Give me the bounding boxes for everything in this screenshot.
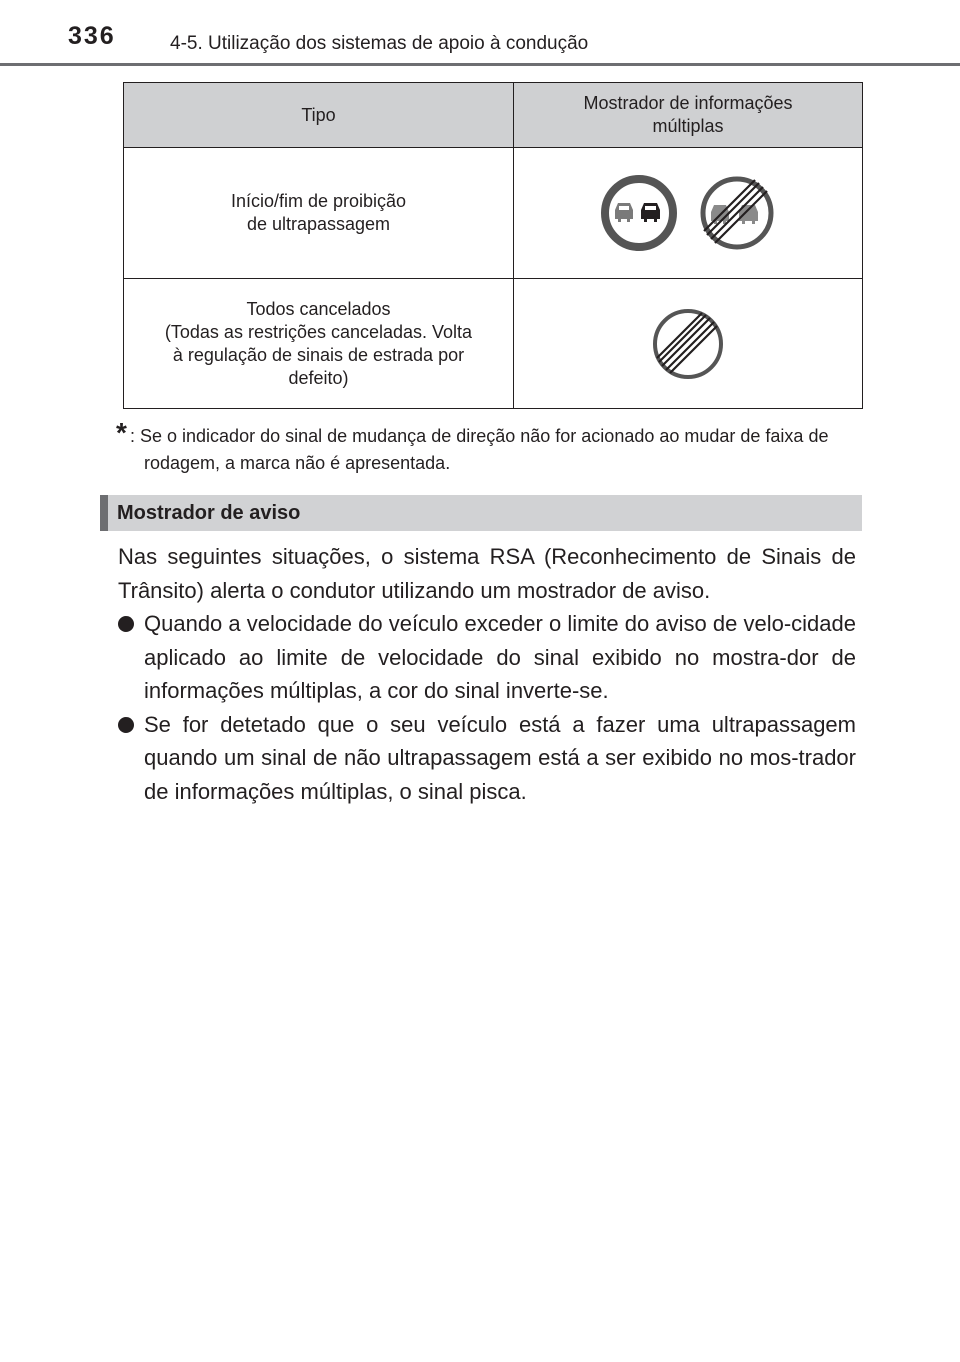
end-all-restrictions-sign-icon [652,308,724,380]
type-cell [124,279,514,409]
list-item [118,708,856,809]
table-row [124,148,863,279]
section-heading-bar [100,495,108,531]
type-line: (Todas as restrições canceladas. Volta [164,321,473,342]
column-header-display [514,83,863,148]
end-no-overtaking-sign-icon [699,175,775,251]
display-cell [514,279,863,409]
footnote-text: : Se o indicador do sinal de mudança de direção não for acionado ao mudar de faixa de rodagem, a marca não é apresentada. [130,426,829,473]
type-line: defeito) [288,367,349,388]
section-heading [100,495,862,531]
column-header-display-label: Mostrador de informações múltiplas [583,93,793,136]
bullet-icon [118,616,134,632]
type-line: Início/fim de proibição [230,191,407,211]
sign-types-table [123,82,863,409]
type-cell [124,148,514,279]
column-header-type: Tipo [124,83,514,148]
page-header [0,0,960,66]
section-title: Mostrador de aviso [117,502,301,524]
bullet-icon [118,717,134,733]
footnote [116,417,866,477]
table-header-row [124,83,863,148]
display-cell [514,148,863,279]
footnote-marker: * [116,417,127,448]
no-overtaking-sign-icon [601,175,677,251]
page-number: 336 [68,22,116,50]
list-item-text: Quando a velocidade do veículo exceder o limite do aviso de velo-cidade aplicado ao limite de velocidade do sinal exibido no mostra-dor de informações múltiplas, a cor do sinal inverte-se. [144,611,856,703]
chapter-title: 4-5. Utilização dos sistemas de apoio à condução [170,33,589,54]
type-line: à regulação de sinais de estrada por [172,344,465,365]
header-divider [0,63,960,66]
table-row [124,279,863,409]
list-item-text: Se for detetado que o seu veículo está a fazer uma ultrapassagem quando um sinal de não ultrapassagem está a ser exibido no mos-trador de informações múltiplas, o sinal pisca. [144,711,856,804]
type-line: de ultrapassagem [246,214,391,234]
intro-paragraph: Nas seguintes situações, o sistema RSA (Reconhecimento de Sinais de Trânsito) alerta o condutor utilizando um mostrador de aviso. [118,544,856,603]
list-item [118,607,856,708]
bullet-list [118,607,856,808]
type-line: Todos cancelados [246,298,391,319]
